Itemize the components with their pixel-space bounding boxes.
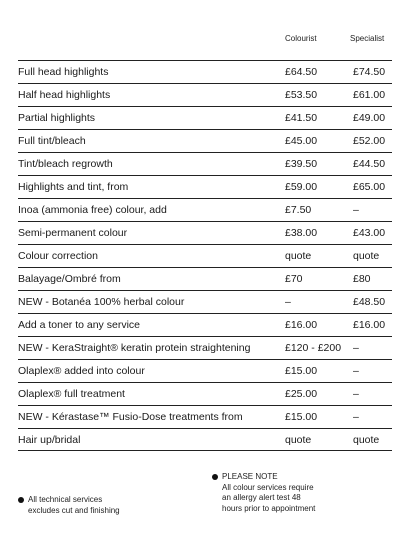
specialist-price: £61.00 [353, 89, 386, 101]
colourist-price: £45.00 [285, 135, 318, 147]
colourist-price: £38.00 [285, 227, 318, 239]
note-line: All colour services require [222, 482, 314, 492]
table-row [18, 129, 392, 152]
table-row [18, 428, 392, 451]
specialist-price: – [353, 365, 359, 377]
colourist-price: £70 [285, 273, 303, 285]
service-name: Highlights and tint, from [18, 181, 129, 193]
table-row [18, 382, 392, 405]
service-name: NEW - Botanéa 100% herbal colour [18, 296, 185, 308]
service-name: Tint/bleach regrowth [18, 158, 113, 170]
colourist-price: £39.50 [285, 158, 318, 170]
specialist-price: £80 [353, 273, 371, 285]
table-row [18, 290, 392, 313]
specialist-price: – [353, 388, 359, 400]
bullet-icon [212, 474, 218, 480]
table-row [18, 267, 392, 290]
specialist-price: £52.00 [353, 135, 386, 147]
service-name: Olaplex® added into colour [18, 365, 145, 377]
table-row [18, 244, 392, 267]
note-line: excludes cut and finishing [28, 505, 120, 515]
colourist-price: £53.50 [285, 89, 318, 101]
table-row [18, 152, 392, 175]
specialist-price: £65.00 [353, 181, 386, 193]
service-name: NEW - Kérastase™ Fusio-Dose treatments from [18, 411, 243, 423]
table-row [18, 83, 392, 106]
note-line: All technical services [28, 495, 103, 504]
colourist-price: £41.50 [285, 112, 318, 124]
colourist-price: £7.50 [285, 204, 312, 216]
service-name: Balayage/Ombré from [18, 273, 121, 285]
specialist-price: £43.00 [353, 227, 386, 239]
table-row [18, 221, 392, 244]
table-row [18, 175, 392, 198]
table-row [18, 106, 392, 129]
service-name: Olaplex® full treatment [18, 388, 125, 400]
specialist-price: £16.00 [353, 319, 386, 331]
allergy-alert-note [212, 472, 392, 514]
colourist-price: £15.00 [285, 365, 318, 377]
service-name: NEW - KeraStraight® keratin protein straightening [18, 342, 251, 354]
service-name: Full head highlights [18, 66, 109, 78]
service-name: Hair up/bridal [18, 434, 81, 446]
specialist-price: £49.00 [353, 112, 386, 124]
service-name: Inoa (ammonia free) colour, add [18, 204, 167, 216]
specialist-price: – [353, 204, 359, 216]
price-table-header [0, 34, 410, 48]
colourist-price: £120 - £200 [285, 342, 342, 354]
service-name: Partial highlights [18, 112, 96, 124]
service-name: Semi-permanent colour [18, 227, 128, 239]
specialist-header: Specialist [350, 34, 385, 43]
note-line: hours prior to appointment [222, 503, 316, 513]
colourist-price: £59.00 [285, 181, 318, 193]
service-name: Colour correction [18, 250, 98, 262]
specialist-price: £48.50 [353, 296, 386, 308]
note-line: an allergy alert test 48 [222, 493, 301, 502]
colourist-price: quote [285, 434, 312, 446]
bullet-icon [18, 497, 24, 503]
colourist-price: – [285, 296, 291, 308]
table-row [18, 405, 392, 428]
technical-services-note [18, 495, 198, 516]
service-name: Add a toner to any service [18, 319, 140, 331]
note-heading: PLEASE NOTE [222, 472, 278, 481]
specialist-price: £74.50 [353, 66, 386, 78]
service-name: Half head highlights [18, 89, 111, 101]
colourist-price: £15.00 [285, 411, 318, 423]
specialist-price: £44.50 [353, 158, 386, 170]
colourist-price: £16.00 [285, 319, 318, 331]
table-row [18, 60, 392, 83]
specialist-price: quote [353, 250, 380, 262]
table-row [18, 313, 392, 336]
colourist-price: quote [285, 250, 312, 262]
table-row [18, 198, 392, 221]
table-row [18, 359, 392, 382]
specialist-price: – [353, 342, 359, 354]
specialist-price: quote [353, 434, 380, 446]
colourist-price: £64.50 [285, 66, 318, 78]
specialist-price: – [353, 411, 359, 423]
price-table [18, 60, 392, 451]
service-name: Full tint/bleach [18, 135, 86, 147]
colourist-price: £25.00 [285, 388, 318, 400]
colourist-header: Colourist [285, 34, 317, 43]
table-row [18, 336, 392, 359]
